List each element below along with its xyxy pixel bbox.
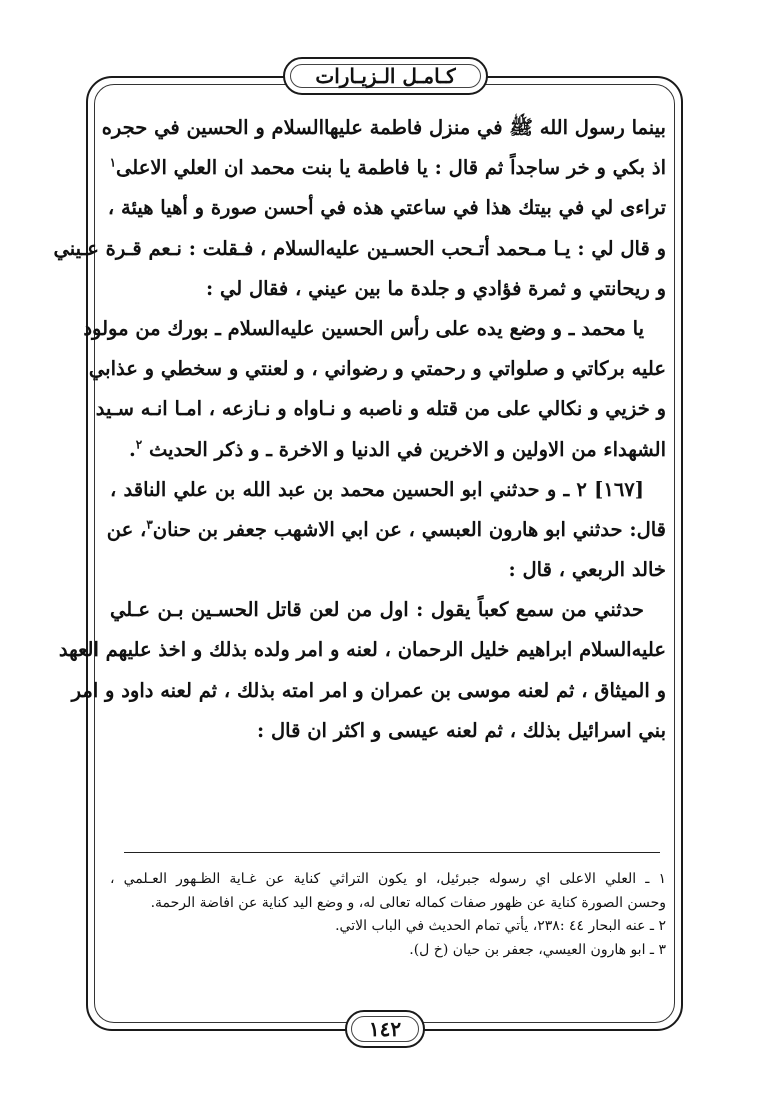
footnote-2: ٢ ـ عنه البحار ٤٤ :٢٣٨، يأتي تمام الحديث في الباب الاتي. (335, 918, 666, 934)
text-line-16: بني اسرائيل بذلك ، ثم لعنه عيسى و اكثر ان قال : (257, 718, 666, 742)
text-line-1: بينما رسول الله ﷺ في منزل فاطمة عليهاالسلام و الحسين في حجره (101, 116, 666, 139)
footnote-ref-1[interactable]: ١ (109, 155, 117, 170)
page-number-badge (345, 1010, 425, 1048)
text-line-13: حدثني من سمع كعباً يقول : اول من لعن قاتل الحسـين بـن عـلي (110, 598, 644, 622)
text-line-7: عليه بركاتي و صلواتي و رحمتي و رضواني ، و لعنتي و سخطي و عذابي (88, 357, 666, 381)
book-title: كـامـل الـزيـارات (315, 64, 456, 88)
text-line-10: [١٦٧] ٢ ـ و حدثني ابو الحسين محمد بن عبد الله بن علي الناقد ، (110, 477, 644, 501)
footnote-ref-3[interactable]: ٣ (146, 517, 153, 532)
text-line-14: عليه‌السلام ابراهيم خليل الرحمان ، لعنه و امر ولده بذلك و اخذ عليهم العهد (58, 638, 666, 662)
page-number: ١٤٢ (368, 1017, 402, 1041)
text-line-5: و ريحانتي و ثمرة فؤادي و جلدة ما بين عيني ، فقال لي : (205, 276, 666, 300)
text-line-15: و الميثاق ، ثم لعنه موسى بن عمران و امر امته بذلك ، ثم لعنه داود و امر (71, 678, 666, 702)
text-line-9: الشهداء من الاولين و الاخرين في الدنيا و الاخرة ـ و ذكر الحديث $^٢$. (128, 437, 666, 461)
footnote-1-line-2: وحسن الصورة كناية عن ظهور صفات كماله تعالى له، و وضع اليد كناية عن افاضة الرحمة. (150, 894, 666, 911)
footnote-divider (124, 852, 660, 853)
footnotes (110, 868, 666, 962)
footnote-3: ٣ ـ ابو هارون العيسي، جعفر بن حيان (خ ل). (409, 941, 666, 958)
text-line-4: و قال لي : يـا مـحمد أتـحب الحسـين عليه‌السلام ، فـقلت : نـعم قـرة عـيني (53, 236, 666, 260)
footnote-ref-2[interactable]: ٢ (135, 437, 143, 451)
footnote-1-line-1: ١ ـ العلي الاعلى اي رسوله جبرئيل، او يكون التراثي كناية عن غـاية الظـهور العـلمي ، (110, 871, 666, 887)
text-line-2: اذ بكي و خر ساجداً ثم قال : يا فاطمة يا بنت محمد ان العلي الاعلى$^١$ (109, 155, 666, 180)
text-line-6: يا محمد ـ و وضع يده على رأس الحسين عليه‌السلام ـ بورك من مولود (83, 316, 644, 340)
main-text (53, 108, 666, 751)
text-line-11: قال: حدثني ابو هارون العبسي ، عن ابي الاشهب جعفر بن حنان$^٣$، عن (106, 517, 666, 541)
running-header (283, 57, 488, 95)
text-line-12: خالد الربعي ، قال : (508, 558, 666, 582)
text-line-3: تراءى لي في بيتك هذا في ساعتي هذه في أحسن صورة و أهيا هيئة ، (107, 196, 666, 220)
text-line-8: و خزيي و نكالي على من قتله و ناصبه و نـاواه و نـازعه ، امـا انـه سـيد (95, 397, 666, 421)
